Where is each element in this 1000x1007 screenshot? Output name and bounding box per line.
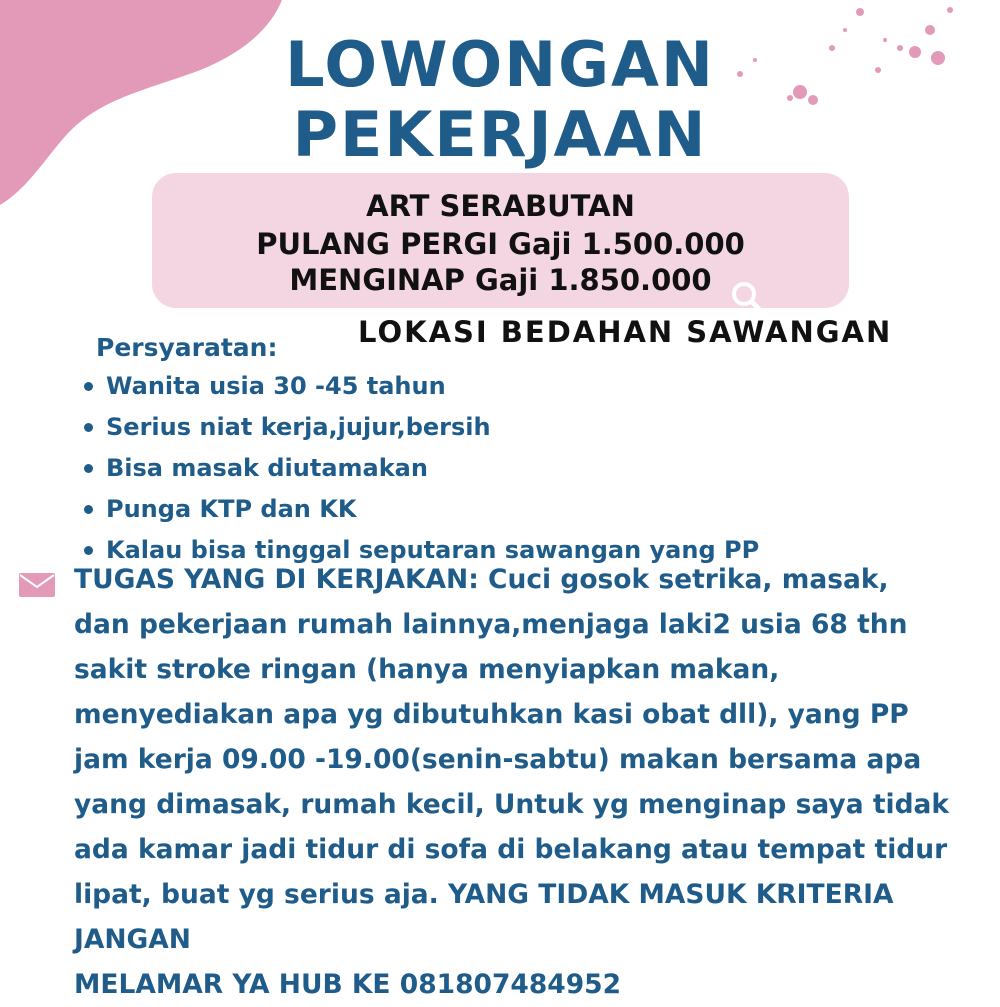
bullet-icon: [84, 464, 93, 473]
list-item: Punga KTP dan KK: [80, 489, 759, 530]
salary-live-in: MENGINAP Gaji 1.850.000: [289, 263, 712, 297]
list-item: Kalau bisa tinggal seputaran sawangan yang PP: [80, 530, 759, 571]
list-item: Wanita usia 30 -45 tahun: [80, 366, 759, 407]
position-role: ART SERABUTAN: [366, 189, 635, 223]
tasks-line: yang dimasak, rumah kecil, Untuk yg menginap saya tidak: [74, 789, 950, 820]
tasks-line: menyediakan apa yg dibutuhkan kasi obat dll), yang PP: [74, 699, 909, 730]
bullet-icon: [84, 505, 93, 514]
mail-icon: [18, 572, 56, 598]
tasks-line: sakit stroke ringan (hanya menyiapkan makan,: [74, 654, 780, 685]
tasks-line: JANGAN: [74, 924, 191, 955]
contact-line: MELAMAR YA HUB KE 081807484952: [74, 969, 622, 1000]
requirements-title: Persyaratan:: [96, 333, 278, 362]
salary-commute: PULANG PERGI Gaji 1.500.000: [256, 227, 745, 261]
page-title-line1: LOWONGAN: [285, 28, 715, 101]
requirements-list: [80, 366, 759, 571]
bullet-icon: [84, 546, 93, 555]
bullet-icon: [84, 382, 93, 391]
bullet-icon: [84, 423, 93, 432]
tasks-line: TUGAS YANG DI KERJAKAN: Cuci gosok setrika, masak,: [74, 564, 889, 595]
location-label: LOKASI BEDAHAN SAWANGAN: [358, 315, 893, 349]
tasks-line: ada kamar jadi tidur di sofa di belakang atau tempat tidur: [74, 834, 948, 865]
page-title-line2: PEKERJAAN: [292, 98, 708, 171]
tasks-line: lipat, buat yg serius aja. YANG TIDAK MASUK KRITERIA: [74, 879, 894, 910]
list-item: Bisa masak diutamakan: [80, 448, 759, 489]
tasks-line: jam kerja 09.00 -19.00(senin-sabtu) makan bersama apa: [74, 744, 922, 775]
tasks-line: dan pekerjaan rumah lainnya,menjaga laki2 usia 68 thn: [74, 609, 908, 640]
job-tasks: [74, 557, 984, 1007]
list-item: Serius niat kerja,jujur,bersih: [80, 407, 759, 448]
